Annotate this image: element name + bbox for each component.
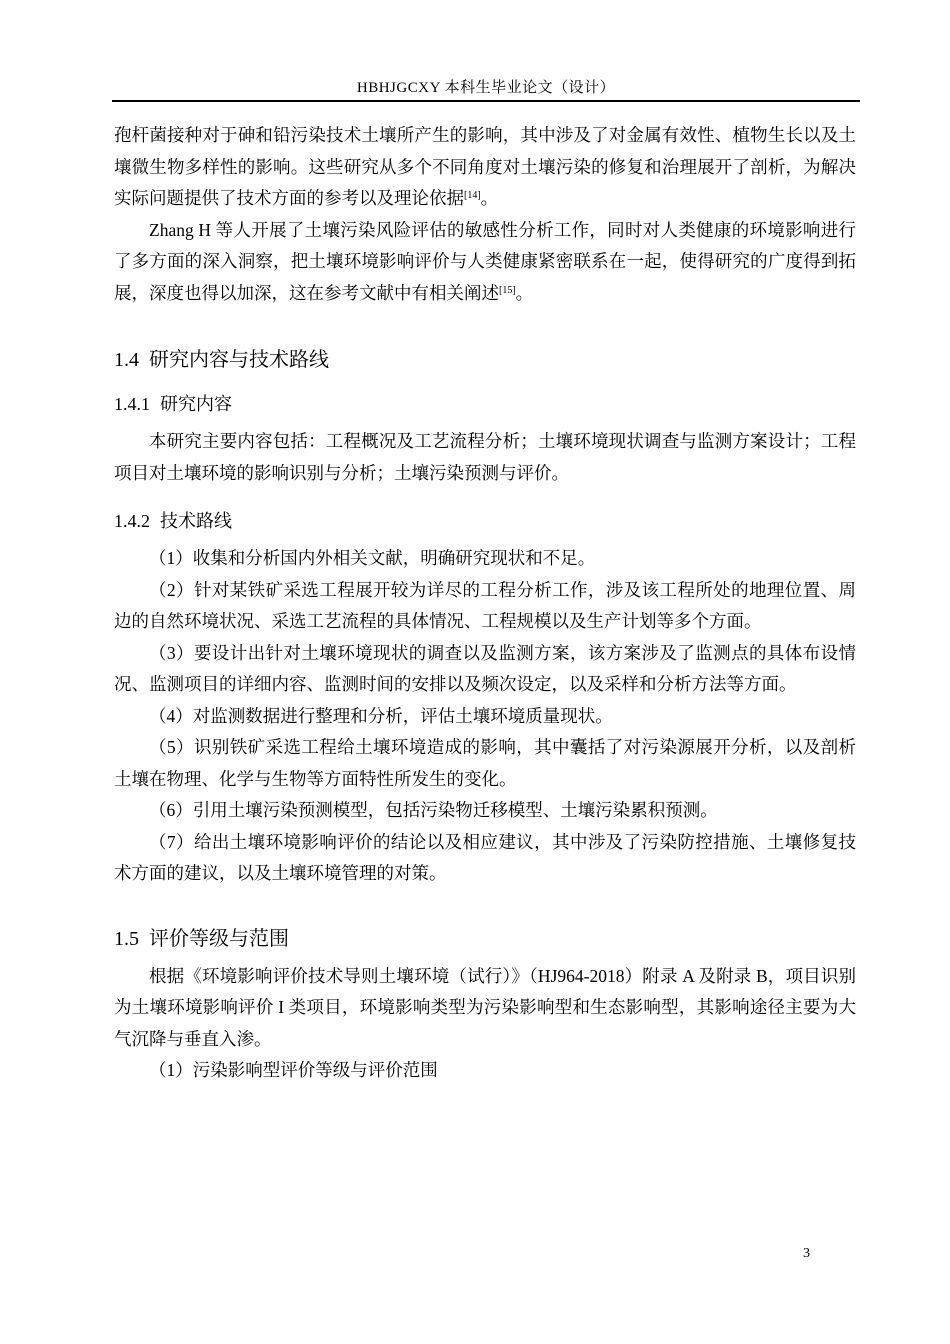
citation-ref: [14] — [464, 190, 481, 201]
page-number: 3 — [803, 1246, 810, 1261]
subsection-title: 技术路线 — [160, 511, 232, 532]
subsection-title: 研究内容 — [160, 394, 232, 415]
list-item: （5）识别铁矿采选工程给土壤环境造成的影响，其中囊括了对污染源展开分析，以及剖析土壤在物理、化学与生物等方面特性所发生的变化。 — [114, 737, 856, 789]
paragraph-text: Zhang H 等人开展了土壤污染风险评估的敏感性分析工作，同时对人类健康的环境影响进行了多方面的深入洞察，把土壤环境影响评价与人类健康紧密联系在一起，使得研究的广度得到拓展，深度也得以加深，这在参考文献中有相关阐述 — [114, 219, 856, 303]
paragraph-tail: 。 — [480, 188, 499, 208]
paragraph-zhang — [114, 215, 856, 310]
header-rule — [112, 100, 860, 102]
list-item: （7）给出土壤环境影响评价的结论以及相应建议，其中涉及了污染防控措施、土壤修复技术方面的建议，以及土壤环境管理的对策。 — [114, 831, 856, 883]
list-item: （1）收集和分析国内外相关文献，明确研究现状和不足。 — [149, 548, 596, 568]
research-content-paragraph: 本研究主要内容包括：工程概况及工艺流程分析；土壤环境现状调查与监测方案设计；工程项目对土壤环境的影响识别与分析；土壤污染预测与评价。 — [114, 431, 856, 483]
section-title: 研究内容与技术路线 — [149, 347, 329, 371]
citation-ref: [15] — [499, 284, 516, 296]
section-title: 评价等级与范围 — [149, 925, 289, 950]
list-item: （4）对监测数据进行整理和分析，评估土壤环境质量现状。 — [149, 705, 613, 726]
document-body — [114, 120, 856, 1087]
list-item: （1）污染影响型评价等级与评价范围 — [149, 1060, 438, 1080]
section-heading-1-4 — [114, 343, 856, 372]
subsection-number: 1.4.1 — [114, 394, 150, 414]
subsection-number: 1.4.2 — [114, 511, 150, 531]
subsection-heading-1-4-2 — [114, 507, 856, 533]
paragraph-continued — [114, 120, 856, 215]
subsection-heading-1-4-1 — [114, 390, 856, 416]
running-header: HBHJGCXY 本科生毕业论文（设计） — [356, 80, 616, 96]
list-item: （2）针对某铁矿采选工程展开较为详尽的工程分析工作，涉及该工程所处的地理位置、周边的自然环境状况、采选工艺流程的具体情况、工程规模以及生产计划等多个方面。 — [114, 579, 856, 631]
list-item: （6）引用土壤污染预测模型，包括污染物迁移模型、土壤污染累积预测。 — [149, 800, 718, 820]
section-number: 1.5 — [114, 927, 139, 950]
paragraph-text: 孢杆菌接种对于砷和铅污染技术土壤所产生的影响，其中涉及了对金属有效性、植物生长以及土壤微生物多样性的影响。这些研究从多个不同角度对土壤污染的修复和治理展开了剖析，为解决实际问题提供了技术方面的参考以及理论依据 — [114, 125, 856, 208]
list-item: （3）要设计出针对土壤环境现状的调查以及监测方案，该方案涉及了监测点的具体布设情况、监测项目的详细内容、监测时间的安排以及频次设定，以及采样和分析方法等方面。 — [114, 642, 856, 694]
evaluation-paragraph: 根据《环境影响评价技术导则土壤环境（试行）》（HJ964-2018）附录 A 及附录 B，项目识别为土壤环境影响评价 I 类项目，环境影响类型为污染影响型和生态影响型，其影响途径主要为大气沉降与垂直入渗。 — [114, 965, 856, 1049]
section-heading-1-5 — [114, 922, 856, 951]
paragraph-tail: 。 — [515, 282, 534, 303]
section-number: 1.4 — [114, 349, 139, 371]
